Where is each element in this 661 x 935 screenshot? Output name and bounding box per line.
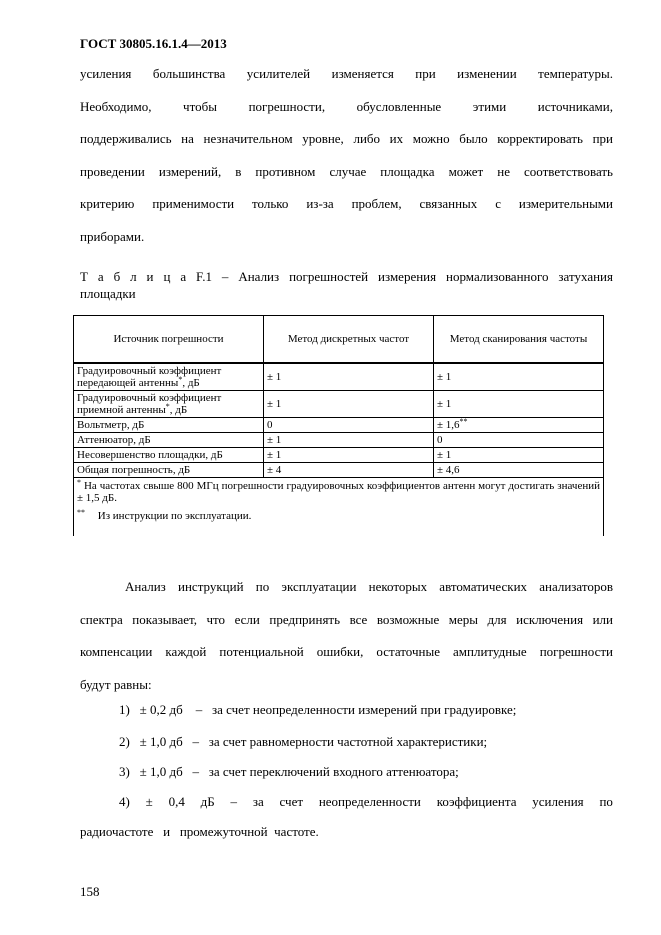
list-value: ± 0,2 дб <box>139 702 183 717</box>
cell-text: Несовершенство площадки, дБ <box>77 449 223 461</box>
text-line: приборами. <box>80 228 145 244</box>
list-text: за <box>252 794 264 809</box>
column-header: Метод дискретных частот <box>264 316 434 364</box>
footnote-mark: * <box>178 375 183 384</box>
table-cell: ± 1 <box>264 448 434 463</box>
list-value: ± 1,0 дб <box>139 764 183 779</box>
list-text: за счет неопределенности измерений при градуировке; <box>211 702 517 717</box>
list-text: за счет переключений входного аттенюатора; <box>208 764 459 779</box>
cell-text: ± 1 <box>437 449 452 461</box>
list-dash: – <box>192 734 199 749</box>
text-line: Необходимо, чтобы погрешности, обусловленные этими источниками, <box>80 98 613 114</box>
table-row <box>74 391 604 418</box>
column-header: Источник погрешности <box>74 316 264 364</box>
table-row <box>74 418 604 433</box>
paragraph-intro <box>80 58 613 253</box>
cell-text: Общая погрешность, дБ <box>77 464 191 476</box>
table-cell <box>434 463 604 478</box>
table-footnotes-row <box>74 478 604 537</box>
cell-text: ± 1 <box>437 398 452 410</box>
text-line: усиления большинства усилителей изменяется при изменении температуры. <box>80 66 613 81</box>
caption-line: площадки <box>80 286 136 301</box>
footnote-mark: * <box>165 402 170 411</box>
table-cell: ± 1 <box>264 391 434 418</box>
list-value: ± <box>145 794 153 809</box>
table-cell <box>434 363 604 391</box>
list-item <box>119 764 459 780</box>
table-row <box>74 463 604 478</box>
list-item <box>119 702 516 718</box>
cell-text: , дБ <box>169 404 188 416</box>
list-text: по <box>599 794 613 809</box>
table-caption <box>80 268 613 302</box>
text-line: спектра показывает, что если предпринять все возможные меры для исключения или <box>80 611 613 627</box>
table-row <box>74 363 604 391</box>
text-line: критерию применимости только из-за проблем, связанных с измерительными <box>80 196 613 211</box>
list-text: неопределенности <box>318 794 421 809</box>
footnote-text: На частотах свыше 800 МГц погрешности градуировочных коэффициентов антенн могут достигать значений ± 1,5 дБ. <box>77 480 601 504</box>
list-number: 3) <box>119 764 130 779</box>
table-cell <box>74 418 264 433</box>
footnote <box>77 510 600 522</box>
cell-text: Градуировочный коэффициент приемной антенны <box>77 392 222 416</box>
table-cell <box>74 448 264 463</box>
table-cell <box>74 463 264 478</box>
cell-text: 0 <box>437 434 443 446</box>
list-item-continuation: радиочастоте и промежуточной частоте. <box>80 824 319 839</box>
list-number: 4) <box>119 794 130 809</box>
cell-text: ± 1,6 <box>437 419 460 431</box>
list-number: 2) <box>119 734 130 749</box>
list-value: ± 1,0 дб <box>139 734 183 749</box>
table-cell <box>434 418 604 433</box>
list-item <box>119 794 613 810</box>
cell-text: ± 4,6 <box>437 464 460 476</box>
page-number: 158 <box>80 884 100 899</box>
footnote-mark: * <box>77 478 81 487</box>
cell-text: Градуировочный коэффициент передающей антенны <box>77 365 222 389</box>
text-line: проведении измерений, в противном случае площадка может не соответствовать <box>80 163 613 179</box>
list-number: 1) <box>119 702 130 717</box>
list-dash: – <box>195 702 203 717</box>
document-header: ГОСТ 30805.16.1.4—2013 <box>80 36 227 51</box>
table-cell <box>434 448 604 463</box>
table-cell <box>434 433 604 448</box>
table-cell <box>74 363 264 391</box>
paragraph-analysis <box>80 571 613 701</box>
footnote-text: Из инструкции по эксплуатации. <box>97 510 252 522</box>
caption-line: Т а б л и ц а F.1 – Анализ погрешностей измерения нормализованного затухания <box>80 269 613 284</box>
list-item <box>119 734 487 750</box>
list-text: счет <box>279 794 304 809</box>
list-text: за счет равномерности частотной характеристики; <box>208 734 488 749</box>
table-cell: ± 4 <box>264 463 434 478</box>
error-analysis-table <box>73 315 604 536</box>
table-row <box>74 433 604 448</box>
text-line: поддерживались на незначительном уровне, либо их можно было корректировать при <box>80 131 613 146</box>
text-line: компенсации каждой потенциальной ошибки, остаточные амплитудные погрешности <box>80 644 613 659</box>
list-value: 0,4 <box>168 794 185 809</box>
cell-text: Вольтметр, дБ <box>77 419 145 431</box>
list-dash: – <box>192 764 199 779</box>
table-cell <box>74 391 264 418</box>
cell-text: ± 1 <box>437 371 452 383</box>
list-text: коэффициента <box>436 794 517 809</box>
cell-text: Аттенюатор, дБ <box>77 434 151 446</box>
list-text: усиления <box>532 794 584 809</box>
footnote-mark: ** <box>459 417 468 426</box>
column-header: Метод сканирования частоты <box>434 316 604 364</box>
footnote-mark: ** <box>77 508 85 517</box>
list-value: дБ <box>200 794 215 809</box>
list-dash: – <box>230 794 238 809</box>
table-header-row <box>74 316 604 364</box>
table-cell: ± 1 <box>264 363 434 391</box>
table-cell: ± 1 <box>264 433 434 448</box>
cell-text: , дБ <box>182 377 200 389</box>
text-line: Анализ инструкций по эксплуатации некоторых автоматических анализаторов <box>125 579 613 594</box>
table-cell <box>74 433 264 448</box>
footnote <box>77 480 600 504</box>
table-cell <box>434 391 604 418</box>
table-cell: 0 <box>264 418 434 433</box>
table-footnotes <box>74 478 604 537</box>
table-row <box>74 448 604 463</box>
text-line: будут равны: <box>80 676 152 692</box>
